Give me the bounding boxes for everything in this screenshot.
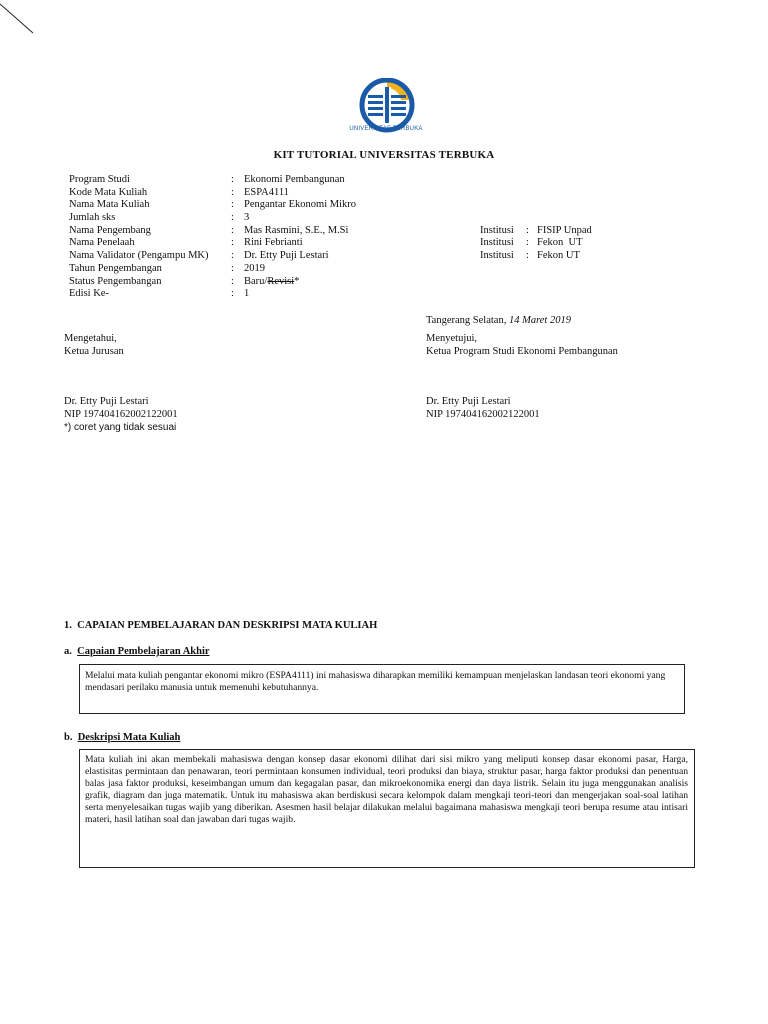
info-value: 3 [244, 212, 250, 224]
sign-left-line2: Ketua Jurusan [64, 345, 124, 357]
institution-label: Institusi [480, 250, 514, 262]
section-title: CAPAIAN PEMBELAJARAN DAN DESKRIPSI MATA KULIAH [77, 620, 378, 631]
signature-left [64, 333, 178, 435]
signature-right [426, 333, 618, 422]
institution-label: Institusi [480, 224, 514, 236]
info-label: Jumlah sks [69, 212, 116, 224]
place-date [426, 315, 571, 326]
info-label: Program Studi [69, 174, 130, 185]
sign-left-name: Dr. Etty Puji Lestari [64, 396, 149, 408]
sign-right-name: Dr. Etty Puji Lestari [426, 396, 511, 408]
info-label: Nama Mata Kuliah [69, 199, 150, 211]
info-colon: : [231, 250, 234, 262]
info-value: 1 [244, 288, 250, 300]
info-value: Ekonomi Pembangunan [244, 174, 345, 185]
info-colon: : [231, 224, 234, 236]
institution-colon: : [526, 250, 529, 262]
subsection-b-heading [64, 732, 180, 743]
info-value: Pengantar Ekonomi Mikro [244, 199, 356, 211]
info-value: Rini Febrianti [244, 237, 303, 249]
sign-right-line2: Ketua Program Studi Ekonomi Pembangunan [426, 345, 618, 357]
institution-value: Fekon UT [537, 250, 580, 262]
section-number: 1. [64, 620, 72, 631]
info-label: Nama Validator (Pengampu MK) [69, 250, 209, 262]
info-colon: : [231, 262, 234, 274]
sign-right-line1: Menyetujui, [426, 333, 478, 344]
document-title: KIT TUTORIAL UNIVERSITAS TERBUKA [273, 149, 495, 161]
info-value: Dr. Etty Puji Lestari [244, 250, 329, 262]
info-label: Nama Pengembang [69, 224, 151, 236]
info-label: Edisi Ke- [69, 288, 109, 300]
subsection-a-heading [64, 646, 210, 657]
status-baru: Baru/ [244, 275, 268, 287]
info-colon: : [231, 199, 234, 211]
institution-label: Institusi [480, 237, 514, 249]
sign-right-nip: NIP 197404162002122001 [426, 409, 540, 421]
institution-value: Fekon UT [537, 237, 583, 249]
info-value: ESPA4111 [244, 186, 289, 198]
info-colon: : [231, 288, 234, 300]
strike-note: *) coret yang tidak sesuai [64, 421, 177, 433]
info-value [244, 276, 299, 289]
status-revisi-struck: Revisi [267, 275, 295, 287]
institution-colon: : [526, 237, 529, 249]
info-colon: : [231, 186, 234, 198]
info-value: Mas Rasmini, S.E., M.Si [244, 224, 349, 236]
info-colon: : [231, 237, 234, 249]
sign-left-line1: Mengetahui, [64, 333, 117, 344]
info-label: Status Pengembangan [69, 275, 162, 287]
info-label: Kode Mata Kuliah [69, 186, 148, 198]
subsection-b-title: Deskripsi Mata Kuliah [77, 732, 181, 743]
subsection-a-letter: a. [64, 646, 72, 657]
info-colon: : [231, 212, 234, 224]
date: 14 Maret 2019 [508, 315, 571, 326]
status-asterisk: * [294, 275, 300, 287]
info-label: Nama Penelaah [69, 237, 135, 249]
section-heading [64, 620, 377, 631]
logo-text: UNIVERSITAS TERBUKA [349, 126, 423, 132]
institution-value: FISIP Unpad [537, 224, 592, 236]
sign-left-nip: NIP 197404162002122001 [64, 409, 178, 421]
info-colon: : [231, 174, 234, 185]
info-value: 2019 [244, 262, 265, 274]
subsection-b-letter: b. [64, 732, 73, 743]
subsection-a-title: Capaian Pembelajaran Akhir [77, 646, 210, 657]
deskripsi-box: Mata kuliah ini akan membekali mahasiswa dengan konsep dasar ekonomi dilihat dari sisi mikro yang meliputi konsep dasar ekonomi pasar, Harga, elastisitas permintaan dan penawaran, teori permintaan konsumen individual, teori produksi dan biaya, struktur pasar, harga faktor produksi dan penentuan balas jasa faktor produksi, keseimbangan umum dan kegagalan pasar, dan mikroekonomika energi dan daya listrik. Selain itu juga menggunakan analisis grafik, diagram dan juga matematik. Untuk itu mahasiswa akan berdiskusi secara kelompok dalam mengkaji teori-teori dan mengerjakan soal-soal latihan serta menyelesaikan tugas wajib yang diberikan. Asesmen hasil belajar dilakukan melalui bagaimana mahasiswa mengkaji teori berupa resume atau intisari materi, hasil latihan soal dan jawaban dari tugas wajib. [79, 749, 695, 868]
page-fold-line [0, 0, 40, 40]
info-label: Tahun Pengembangan [69, 262, 162, 274]
institution-colon: : [526, 224, 529, 236]
capaian-box: Melalui mata kuliah pengantar ekonomi mikro (ESPA4111) ini mahasiswa diharapkan memiliki kemampuan menjelaskan landasan teori ekonomi yang mendasari perilaku manusia untuk memenuhi kebutuhannya. [79, 664, 685, 714]
info-colon: : [231, 275, 234, 287]
place: Tangerang Selatan, [426, 315, 509, 326]
